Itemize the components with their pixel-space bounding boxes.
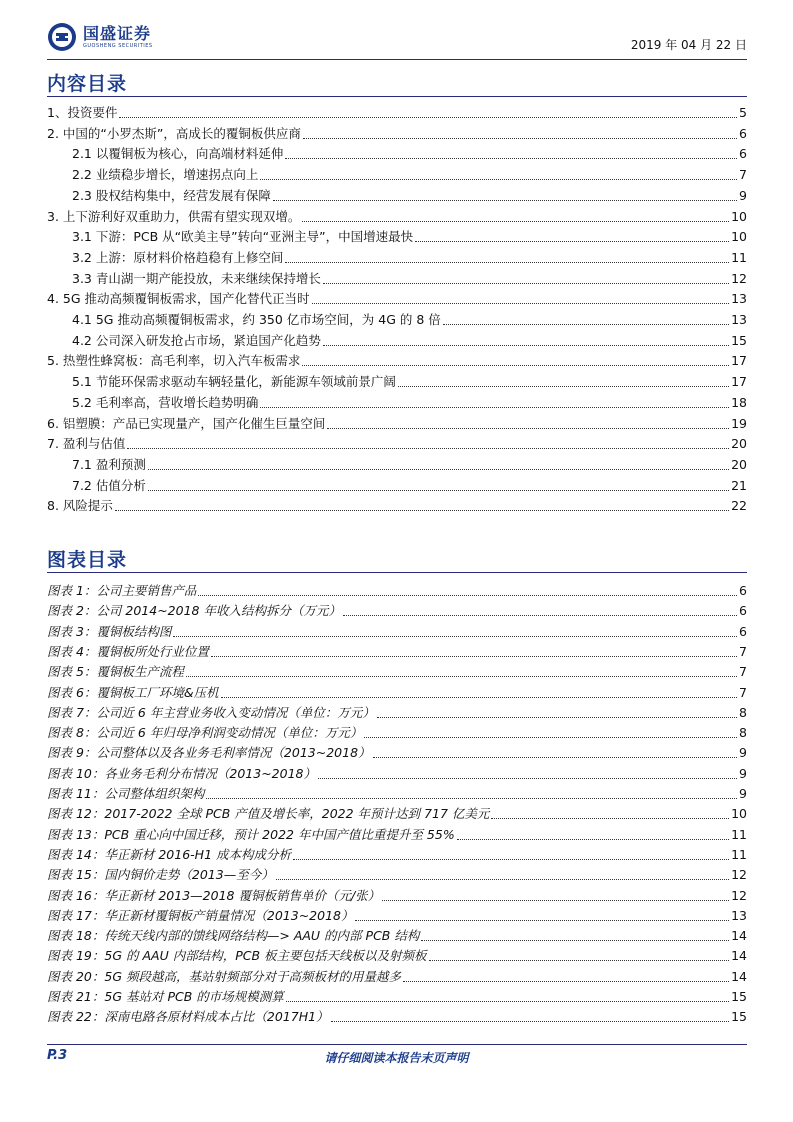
toc-entry[interactable] xyxy=(72,267,747,287)
toc-entry-label: 1、投资要件 xyxy=(47,105,118,120)
dot-leader xyxy=(398,386,729,387)
toc-entry[interactable] xyxy=(72,391,747,411)
toc-entry-label: 3.2 上游：原材料价格趋稳有上修空间 xyxy=(72,249,284,265)
figure-entry[interactable] xyxy=(47,640,747,660)
toc-entry-page: 17 xyxy=(731,374,747,390)
figure-entry-page: 14 xyxy=(731,928,747,944)
dot-leader xyxy=(323,345,729,346)
toc-entry-page: 5 xyxy=(739,105,747,120)
figure-entry-label: 图表 19：5G 的 AAU 内部结构，PCB 板主要包括天线板以及射频板 xyxy=(47,948,427,964)
figure-entry-page: 8 xyxy=(739,725,747,741)
toc-entry-page: 17 xyxy=(731,353,747,369)
toc-entry[interactable] xyxy=(72,225,747,245)
figure-entry-page: 6 xyxy=(739,623,747,639)
toc-entry[interactable] xyxy=(72,370,747,390)
dot-leader xyxy=(457,839,729,840)
toc-entry[interactable] xyxy=(47,494,747,514)
figure-entry-label: 图表 16：华正新材 2013—2018 覆铜板销售单价（元/张） xyxy=(47,887,381,903)
figure-entry[interactable] xyxy=(47,863,747,883)
figure-entry-label: 图表 7：公司近 6 年主营业务收入变动情况（单位：万元） xyxy=(47,704,375,720)
toc-entry-page: 15 xyxy=(731,332,747,348)
dot-leader xyxy=(260,407,729,408)
dot-leader xyxy=(260,179,737,180)
dot-leader xyxy=(211,656,737,657)
figure-entry-label: 图表 4：覆铜板所处行业位置 xyxy=(47,643,209,659)
figure-entry-page: 10 xyxy=(731,806,747,822)
figure-entry-label: 图表 22：深南电路各原材料成本占比（2017H1） xyxy=(47,1009,329,1025)
toc-entry-label: 2.1 以覆铜板为核心，向高端材料延伸 xyxy=(72,146,284,162)
toc-title: 内容目录 xyxy=(47,73,128,95)
toc-entry[interactable] xyxy=(47,287,747,307)
figure-entry[interactable] xyxy=(47,599,747,619)
figure-entry[interactable] xyxy=(47,721,747,741)
toc-entry[interactable] xyxy=(47,205,747,225)
dot-leader xyxy=(286,1001,729,1002)
toc-entry[interactable] xyxy=(47,412,747,432)
toc-entry[interactable] xyxy=(72,308,747,328)
toc-entry-page: 12 xyxy=(731,270,747,286)
figure-entry-page: 9 xyxy=(739,765,747,781)
logo-company-name: 国盛证券 xyxy=(83,23,152,43)
dot-leader xyxy=(343,615,737,616)
figure-entry[interactable] xyxy=(47,924,747,944)
figure-entry[interactable] xyxy=(47,965,747,985)
figure-entry-page: 9 xyxy=(739,745,747,761)
toc-entry-label: 7.1 盈利预测 xyxy=(72,456,146,472)
toc-entry-label: 5.2 毛利率高，营收增长趋势明确 xyxy=(72,394,259,410)
toc-entry-page: 13 xyxy=(731,291,747,307)
toc-entry-label: 4. 5G 推动高频覆铜板需求，国产化替代正当时 xyxy=(47,291,310,307)
toc-entry-page: 22 xyxy=(731,498,747,514)
dot-leader xyxy=(429,960,730,961)
toc-entry-label: 3.1 下游：PCB 从“欧美主导”转向“亚洲主导”，中国增速最快 xyxy=(72,229,414,245)
figure-entry-label: 图表 20：5G 频段越高，基站射频部分对于高频板材的用量越多 xyxy=(47,968,401,984)
figure-entry-page: 9 xyxy=(739,786,747,801)
figure-entry-page: 6 xyxy=(739,603,747,619)
toc-entry-page: 21 xyxy=(731,477,747,493)
figure-entry[interactable] xyxy=(47,681,747,701)
toc-entry-label: 4.1 5G 推动高频覆铜板需求，约 350 亿市场空间，为 4G 的 8 倍 xyxy=(72,312,441,327)
dot-leader xyxy=(382,900,729,901)
dot-leader xyxy=(415,241,729,242)
footer-disclaimer: 请仔细阅读本报告末页声明 xyxy=(324,1051,469,1065)
dot-leader xyxy=(302,221,729,222)
figure-entry-label: 图表 2：公司 2014~2018 年收入结构拆分（万元） xyxy=(47,603,341,619)
toc-entry-label: 2.3 股权结构集中，经营发展有保障 xyxy=(72,187,271,203)
dot-leader xyxy=(293,859,729,860)
dot-leader xyxy=(273,200,737,201)
toc-entry-label: 3.3 青山湖一期产能投放，未来继续保持增长 xyxy=(72,270,321,286)
figure-entry[interactable] xyxy=(47,1005,747,1025)
figure-entry-page: 12 xyxy=(731,867,747,883)
toc-entry-label: 5. 热塑性蜂窝板：高毛利率，切入汽车板需求 xyxy=(47,353,301,369)
figure-entry-label: 图表 8：公司近 6 年归母净利润变动情况（单位：万元） xyxy=(47,725,363,741)
toc-entry-page: 9 xyxy=(739,187,747,203)
figure-entry-page: 12 xyxy=(731,887,747,903)
figure-entry[interactable] xyxy=(47,944,747,964)
toc-entry[interactable] xyxy=(47,122,747,142)
figure-entry-page: 14 xyxy=(731,948,747,964)
figures-title-divider xyxy=(47,572,747,573)
dot-leader xyxy=(323,283,729,284)
toc-entry[interactable] xyxy=(47,349,747,369)
toc-entry[interactable] xyxy=(72,163,747,183)
dot-leader xyxy=(285,262,729,263)
toc-entry-label: 4.2 公司深入研发抢占市场，紧追国产化趋势 xyxy=(72,332,321,348)
figure-entry[interactable] xyxy=(47,823,747,843)
figure-entry-page: 14 xyxy=(731,968,747,984)
toc-entry-label: 2.2 业绩稳步增长，增速拐点向上 xyxy=(72,167,259,183)
toc-entry-page: 10 xyxy=(731,229,747,245)
dot-leader xyxy=(403,981,729,982)
dot-leader xyxy=(364,737,737,738)
toc-entry-label: 3. 上下游利好双重助力，供需有望实现双增。 xyxy=(47,208,301,224)
page-header xyxy=(47,22,747,58)
figure-entry[interactable] xyxy=(47,762,747,782)
dot-leader xyxy=(148,490,729,491)
toc-entry-page: 6 xyxy=(739,146,747,162)
dot-leader xyxy=(186,676,737,677)
toc-entry-page: 20 xyxy=(731,436,747,452)
dot-leader xyxy=(421,940,729,941)
figure-entry-label: 图表 11：公司整体组织架构 xyxy=(47,786,205,801)
dot-leader xyxy=(221,697,737,698)
figure-entry-page: 7 xyxy=(739,664,747,680)
toc-entry-label: 8. 风险提示 xyxy=(47,498,113,514)
figure-entry[interactable] xyxy=(47,660,747,680)
figure-entry-label: 图表 10：各业务毛利分布情况（2013~2018） xyxy=(47,765,316,781)
dot-leader xyxy=(173,636,737,637)
figure-entry-label: 图表 9：公司整体以及各业务毛利率情况（2013~2018） xyxy=(47,745,371,761)
figure-entry-label: 图表 13：PCB 重心向中国迁移，预计 2022 年中国产值比重提升至 55% xyxy=(47,826,455,842)
figure-entry-page: 8 xyxy=(739,704,747,720)
dot-leader xyxy=(355,920,729,921)
figure-entry-page: 11 xyxy=(731,826,747,842)
dot-leader xyxy=(443,324,729,325)
dot-leader xyxy=(327,428,729,429)
figure-entry[interactable] xyxy=(47,701,747,721)
toc-entry-label: 5.1 节能环保需求驱动车辆轻量化，新能源车领域前景广阔 xyxy=(72,374,396,390)
dot-leader xyxy=(377,717,737,718)
figure-entry[interactable] xyxy=(47,843,747,863)
dot-leader xyxy=(119,117,737,118)
dot-leader xyxy=(206,798,737,799)
toc-entry[interactable] xyxy=(72,142,747,162)
logo-company-name-en: GUOSHENG SECURITIES xyxy=(83,42,153,49)
dot-leader xyxy=(276,879,729,880)
toc-entry[interactable] xyxy=(47,432,747,452)
dot-leader xyxy=(115,510,729,511)
figure-entry-label: 图表 18：传统天线内部的馈线网络结构—> AAU 的内部 PCB 结构 xyxy=(47,928,420,944)
toc-entry-label: 7.2 估值分析 xyxy=(72,477,146,493)
figure-entry[interactable] xyxy=(47,741,747,761)
figure-entry[interactable] xyxy=(47,802,747,822)
dot-leader xyxy=(285,158,737,159)
figure-entry-page: 15 xyxy=(731,1009,747,1025)
company-logo xyxy=(47,22,153,52)
figure-entry-label: 图表 15：国内铜价走势（2013—至今） xyxy=(47,867,274,883)
figure-entry[interactable] xyxy=(47,782,747,802)
toc-entry-page: 11 xyxy=(731,249,747,265)
figure-entry-page: 7 xyxy=(739,643,747,659)
dot-leader xyxy=(198,595,737,596)
toc-entry[interactable] xyxy=(72,184,747,204)
figures-title: 图表目录 xyxy=(47,549,128,571)
dot-leader xyxy=(127,448,729,449)
toc-entry-page: 10 xyxy=(731,208,747,224)
report-date: 2019 年 04 月 22 日 xyxy=(630,38,747,52)
toc-entry-page: 20 xyxy=(731,456,747,472)
toc-entry-page: 6 xyxy=(739,125,747,141)
toc-entry-page: 7 xyxy=(739,167,747,183)
figure-entry-label: 图表 1：公司主要销售产品 xyxy=(47,583,197,598)
dot-leader xyxy=(331,1021,730,1022)
dot-leader xyxy=(318,778,737,779)
figure-entry-label: 图表 21：5G 基站对 PCB 的市场规模测算 xyxy=(47,989,284,1004)
toc-entry[interactable] xyxy=(72,246,747,266)
dot-leader xyxy=(303,138,737,139)
toc-entry-label: 7. 盈利与估值 xyxy=(47,436,126,452)
dot-leader xyxy=(491,818,729,819)
figure-entry-label: 图表 5：覆铜板生产流程 xyxy=(47,664,184,680)
dot-leader xyxy=(312,303,730,304)
dot-leader xyxy=(302,365,729,366)
header-divider xyxy=(47,59,747,60)
toc-entry[interactable] xyxy=(47,101,747,121)
figure-entry[interactable] xyxy=(47,620,747,640)
toc-entry-page: 18 xyxy=(731,394,747,410)
toc-title-divider xyxy=(47,96,747,97)
toc-entry-page: 19 xyxy=(731,415,747,431)
page-number: P.3 xyxy=(47,1048,68,1063)
figure-entry-page: 15 xyxy=(731,989,747,1004)
toc-entry[interactable] xyxy=(72,329,747,349)
footer-divider xyxy=(47,1044,747,1045)
figure-entry[interactable] xyxy=(47,884,747,904)
figure-entry-page: 7 xyxy=(739,684,747,700)
toc-entry-page: 13 xyxy=(731,312,747,327)
toc-entry-label: 6. 铝塑膜：产品已实现量产，国产化催生巨量空间 xyxy=(47,415,326,431)
figure-entry-label: 图表 14：华正新材 2016-H1 成本构成分析 xyxy=(47,846,292,862)
figure-entry[interactable] xyxy=(47,985,747,1005)
figure-entry[interactable] xyxy=(47,904,747,924)
toc-entry[interactable] xyxy=(72,474,747,494)
figure-entry-page: 11 xyxy=(731,846,747,862)
toc-entry-label: 2. 中国的“小罗杰斯”，高成长的覆铜板供应商 xyxy=(47,125,301,141)
figure-entry-label: 图表 6：覆铜板工厂环境&压机 xyxy=(47,684,219,700)
figure-entry-label: 图表 12：2017-2022 全球 PCB 产值及增长率，2022 年预计达到 717 亿美元 xyxy=(47,806,490,822)
figure-entry-page: 6 xyxy=(739,583,747,598)
figure-entry-label: 图表 3：覆铜板结构图 xyxy=(47,623,172,639)
guosheng-logo-icon xyxy=(47,22,77,52)
dot-leader xyxy=(373,757,738,758)
figure-entry[interactable] xyxy=(47,579,747,599)
toc-entry[interactable] xyxy=(72,453,747,473)
figure-entry-page: 13 xyxy=(731,907,747,923)
dot-leader xyxy=(148,469,729,470)
figure-entry-label: 图表 17：华正新材覆铜板产销量情况（2013~2018） xyxy=(47,907,354,923)
